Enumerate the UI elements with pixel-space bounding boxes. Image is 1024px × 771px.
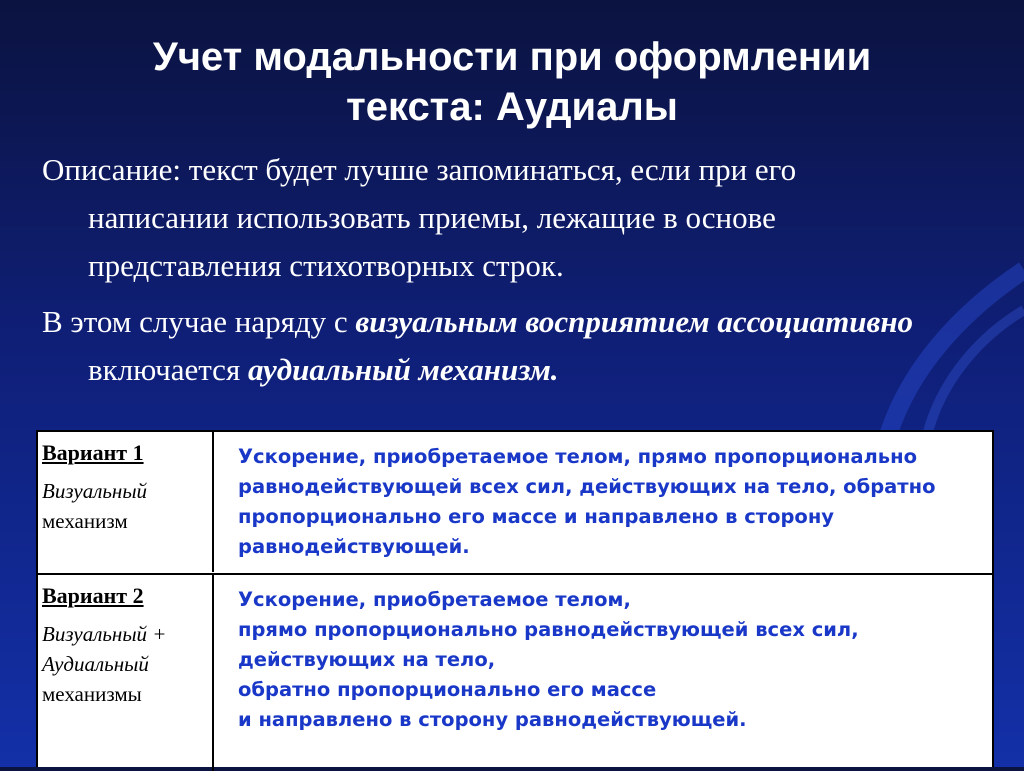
para2-text-2: включается	[88, 352, 248, 387]
variant-label-cell	[38, 432, 214, 572]
slide-body	[42, 146, 942, 402]
text-line: и направлено в сторону равнодействующей.	[238, 708, 747, 731]
text-line: пропорционально его массе и направлено в сторону	[238, 505, 835, 528]
table-row	[38, 573, 992, 771]
mechanism-label: механизмы	[42, 682, 142, 706]
slide-title	[0, 32, 1024, 132]
text-line: прямо пропорционально равнодействующей всех сил,	[238, 618, 859, 641]
variant-label-cell	[38, 575, 214, 771]
comparison-table	[36, 430, 994, 767]
variant-title: Вариант 2	[42, 583, 144, 608]
para2-bold-1: визуальным восприятием ассоциативно	[355, 304, 914, 339]
text-line: Ускорение, приобретаемое телом, прямо пропорционально	[238, 445, 917, 468]
mechanism-label: Визуальный	[42, 479, 148, 503]
description-paragraph: Описание: текст будет лучше запоминаться, если при его написании использовать приемы, лежащие в основе представления стихотворных строк.	[42, 152, 797, 283]
mechanism-paragraph	[42, 298, 942, 394]
text-line: Ускорение, приобретаемое телом,	[238, 588, 631, 611]
text-line: равнодействующей.	[238, 535, 470, 558]
title-line-2: текста: Аудиалы	[346, 85, 678, 129]
text-line: равнодействующей всех сил, действующих на тело, обратно	[238, 475, 936, 498]
variant-text-cell	[238, 585, 988, 735]
text-line: обратно пропорционально его массе	[238, 678, 657, 701]
mechanism-label: Визуальный +	[42, 622, 167, 646]
text-line: действующих на тело,	[238, 648, 496, 671]
title-line-1: Учет модальности при оформлении	[152, 35, 872, 79]
variant-title: Вариант 1	[42, 440, 144, 465]
table-row	[38, 432, 992, 572]
para2-bold-2: аудиальный механизм.	[247, 352, 559, 387]
variant-text-cell	[238, 442, 988, 562]
para2-text-1: В этом случае наряду с	[42, 304, 356, 339]
mechanism-label: Аудиальный	[42, 652, 149, 676]
mechanism-label: механизм	[42, 509, 128, 533]
